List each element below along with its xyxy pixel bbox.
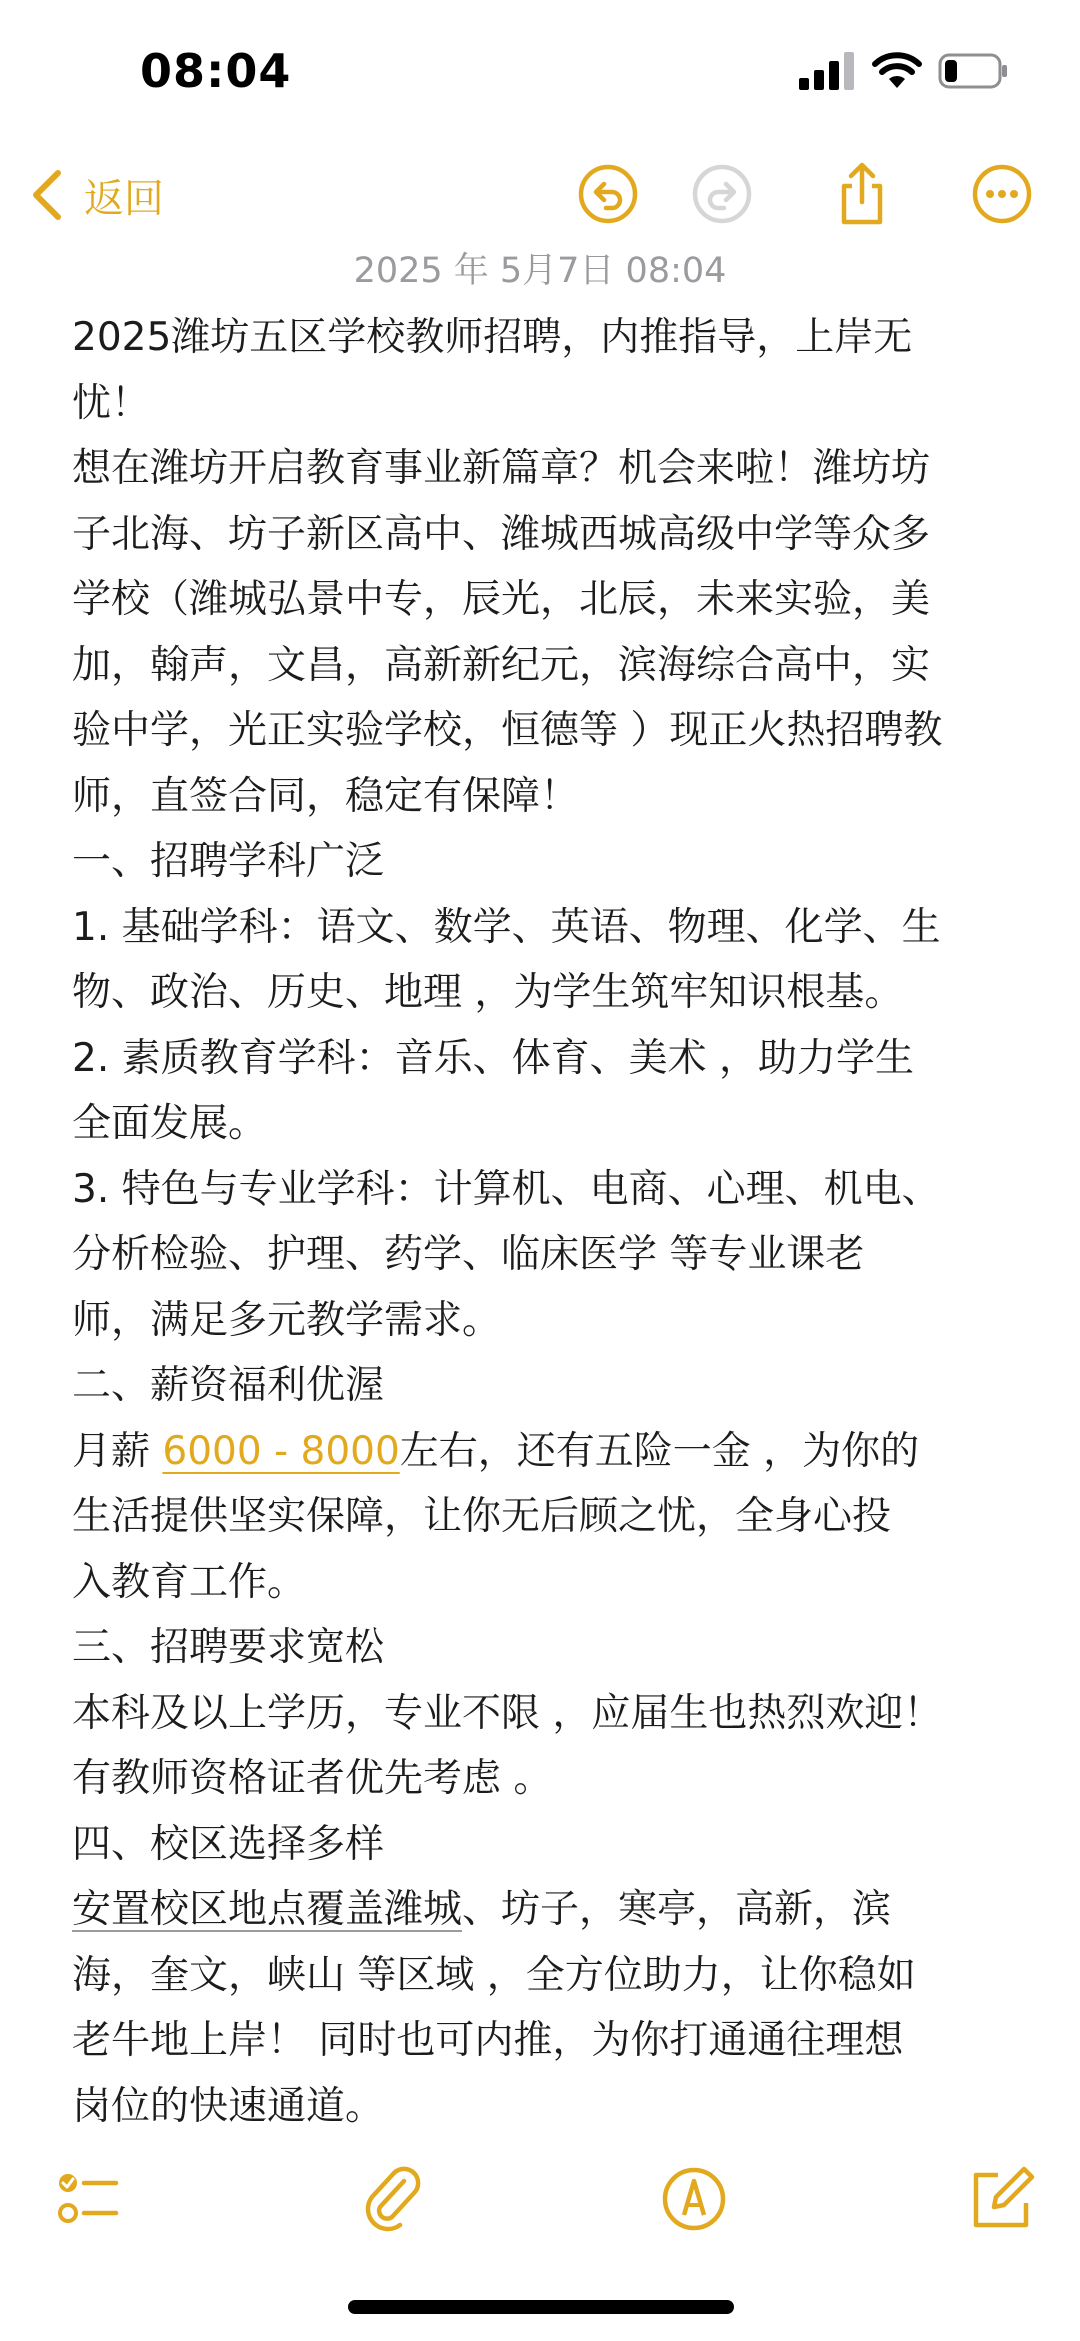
compose-icon[interactable]	[968, 2165, 1036, 2233]
note-line: 分析检验、护理、药学、临床医学 等专业课老	[72, 1232, 865, 1277]
section-heading: 二、薪资福利优渥	[72, 1363, 385, 1408]
note-line: 有教师资格证者优先考虑 。	[72, 1756, 553, 1801]
salary-link[interactable]: 6000 - 8000	[162, 1428, 400, 1474]
section-heading: 四、校区选择多样	[72, 1821, 385, 1867]
campus-line	[72, 1877, 1012, 1943]
note-line: 海，奎文，峡山 等区域 ，全方位助力，让你稳如	[72, 1952, 916, 1998]
note-line: 子北海、坊子新区高中、潍城西城高级中学等众多	[72, 511, 931, 557]
attachment-icon[interactable]	[360, 2165, 428, 2233]
back-label: 返回	[84, 175, 164, 222]
signal-icon	[799, 52, 855, 90]
section-heading: 一、招聘学科广泛	[72, 839, 385, 884]
note-line: 学校（潍城弘景中专，辰光，北辰，未来实验，美	[72, 577, 931, 622]
note-line: 师，直签合同，稳定有保障！	[72, 773, 580, 819]
battery-icon	[938, 52, 1008, 90]
note-line: 想在潍坊开启教育事业新篇章？机会来啦！潍坊坊	[72, 446, 931, 491]
redo-icon[interactable]	[690, 162, 754, 226]
back-button[interactable]	[28, 164, 164, 226]
checklist-icon[interactable]	[54, 2165, 122, 2233]
section-heading: 三、招聘要求宽松	[72, 1625, 385, 1670]
note-line: 师，满足多元教学需求。	[72, 1297, 502, 1343]
note-date: 2025 年 5月7日 08:04	[353, 251, 727, 291]
note-line: 3. 特色与专业学科：计算机、电商、心理、机电、	[72, 1166, 941, 1212]
campus-underlined: 安置校区地点覆盖潍城	[72, 1887, 463, 1932]
note-line: 岗位的快速通道。	[72, 2083, 385, 2129]
salary-line	[72, 1419, 1012, 1485]
home-indicator[interactable]	[348, 2300, 734, 2314]
nav-bar	[0, 150, 1080, 240]
more-icon[interactable]	[970, 162, 1034, 226]
note-body[interactable]	[72, 305, 1012, 2139]
status-bar	[0, 0, 1080, 150]
bottom-toolbar	[0, 2165, 1080, 2245]
campus-rest: 、坊子，寒亭，高新，滨	[462, 1887, 892, 1932]
note-line: 老牛地上岸！ 同时也可内推，为你打通通往理想	[72, 2018, 904, 2063]
note-line: 忧！	[72, 380, 151, 426]
note-line: 物、政治、历史、地理 ，为学生筑牢知识根基。	[72, 970, 904, 1015]
chevron-left-icon	[28, 167, 68, 223]
note-line: 2. 素质教育学科：音乐、体育、美术 ，助力学生	[72, 1035, 915, 1081]
salary-suffix: 左右，还有五险一金 ，为你的	[399, 1428, 920, 1474]
undo-icon[interactable]	[576, 162, 640, 226]
note-line: 1. 基础学科：语文、数学、英语、物理、化学、生	[72, 904, 941, 950]
note-line: 全面发展。	[72, 1101, 268, 1146]
note-line: 验中学，光正实验学校，恒德等 ）现正火热招聘教	[72, 708, 943, 753]
note-line: 生活提供坚实保障，让你无后顾之忧，全身心投	[72, 1494, 892, 1539]
share-icon[interactable]	[830, 162, 894, 226]
note-line: 本科及以上学历，专业不限 ，应届生也热烈欢迎！	[72, 1690, 943, 1736]
wifi-icon	[872, 52, 922, 90]
note-line: 入教育工作。	[72, 1559, 307, 1605]
salary-prefix: 月薪	[72, 1428, 163, 1474]
note-line: 加，翰声，文昌，高新新纪元，滨海综合高中，实	[72, 642, 931, 688]
status-time: 08:04	[140, 44, 292, 98]
markup-icon[interactable]	[660, 2165, 728, 2233]
note-line: 2025潍坊五区学校教师招聘，内推指导，上岸无	[72, 315, 913, 360]
